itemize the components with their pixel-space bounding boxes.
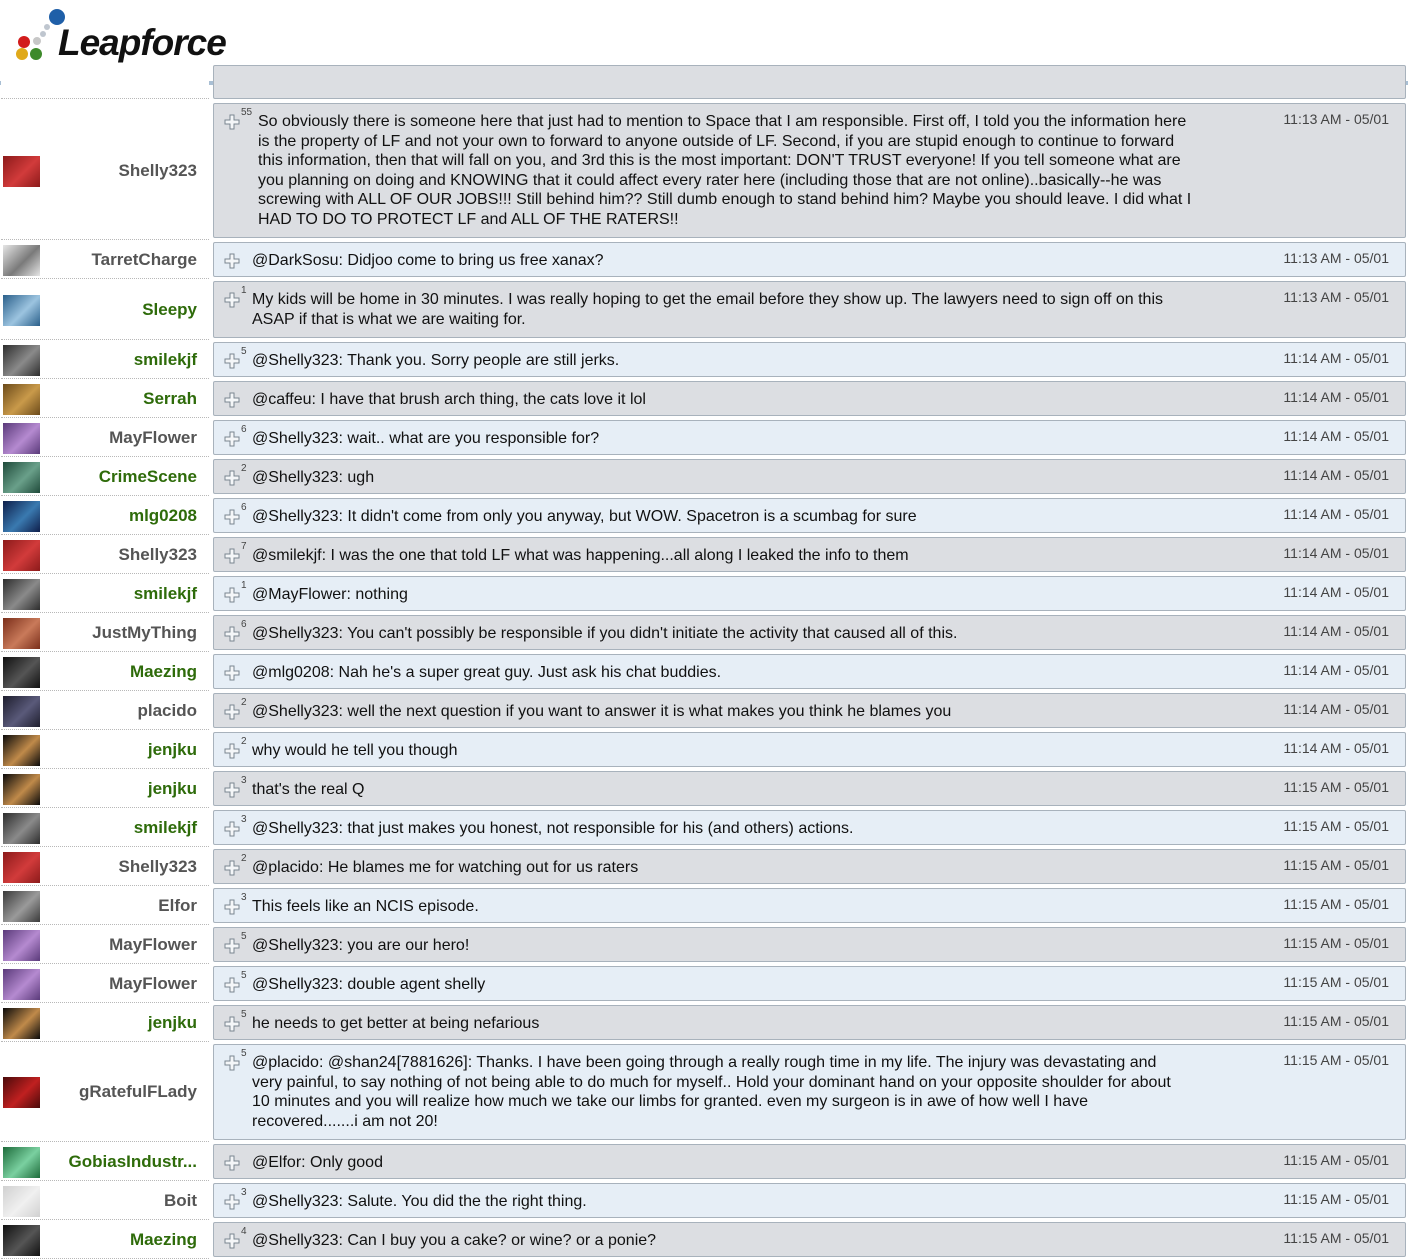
vote-count: 5 (241, 970, 247, 981)
avatar[interactable] (3, 501, 40, 532)
chat-row (0, 420, 1408, 455)
message-text: @Shelly323: that just makes you honest, not responsible for his (and others) actions. (252, 820, 854, 837)
user-cell (1, 1181, 209, 1220)
chat-row (0, 1044, 1408, 1140)
chat-row (0, 966, 1408, 1001)
timestamp: 11:15 AM - 05/01 (1283, 896, 1389, 912)
username[interactable]: gRatefulFLady (78, 1082, 197, 1101)
chat-row (0, 537, 1408, 572)
user-cell (1, 613, 209, 652)
username[interactable]: Maezing (129, 1229, 197, 1249)
username[interactable]: Elfor (158, 895, 197, 915)
message-box (213, 103, 1406, 238)
message-text: @Shelly323: You can't possibly be responsible if you didn't initiate the activity that caused all of this. (252, 625, 958, 642)
timestamp: 11:14 AM - 05/01 (1283, 623, 1389, 639)
message-text: @Shelly323: double agent shelly (252, 976, 486, 993)
username[interactable]: smilekjf (133, 817, 197, 837)
avatar[interactable] (3, 774, 40, 805)
upvote-plus-icon[interactable] (224, 253, 240, 269)
upvote-plus-icon[interactable] (224, 509, 240, 525)
upvote-plus-icon[interactable] (224, 587, 240, 603)
avatar[interactable] (3, 540, 40, 571)
chat-row (0, 1005, 1408, 1040)
vote-count: 1 (241, 580, 247, 591)
timestamp: 11:15 AM - 05/01 (1283, 1152, 1389, 1168)
chat-row (0, 732, 1408, 767)
username[interactable]: MayFlower (109, 934, 197, 954)
timestamp: 11:14 AM - 05/01 (1283, 389, 1389, 405)
message-box (213, 459, 1406, 494)
chat-row-partial (0, 65, 1408, 99)
username[interactable]: Serrah (143, 388, 197, 408)
vote-count: 3 (241, 775, 247, 786)
user-cell (1, 769, 209, 808)
avatar[interactable] (3, 696, 40, 727)
timestamp: 11:15 AM - 05/01 (1283, 935, 1389, 951)
vote-count: 5 (241, 1009, 247, 1020)
user-cell (1, 1220, 209, 1259)
chat-row (0, 381, 1408, 416)
avatar[interactable] (3, 245, 40, 276)
avatar[interactable] (3, 1186, 40, 1217)
user-cell (1, 925, 209, 964)
vote-count: 6 (241, 424, 247, 435)
vote-count: 2 (241, 736, 247, 747)
avatar[interactable] (3, 384, 40, 415)
user-cell (1, 1003, 209, 1042)
timestamp: 11:15 AM - 05/01 (1283, 1052, 1389, 1068)
message-text: So obviously there is someone here that just had to mention to Space that I am responsible. First off, I told you the information here is the property of LF and not your own to forward to anyone outside of LF. Second, if you are stupid enough to continue to forward this information, then that will fall on you, and 3rd this is the most important: DON'T TRUST everyone! If you tell someone what are you planning on doing and KNOWING that it could affect every rater here (including those that are not online)..basically--he was screwing with ALL OF OUR JOBS!!! Still behind him?? Still dumb enough to stand behind him? Maybe you should leave. I did what I HAD TO DO TO PROTECT LF and ALL OF THE RATERS!! (258, 113, 1192, 228)
timestamp: 11:13 AM - 05/01 (1283, 111, 1389, 127)
user-cell (1, 418, 209, 457)
username[interactable]: CrimeScene (98, 466, 197, 486)
timestamp: 11:13 AM - 05/01 (1283, 250, 1389, 266)
upvote-plus-icon[interactable] (224, 431, 240, 447)
vote-count: 6 (241, 619, 247, 630)
vote-count: 2 (241, 463, 247, 474)
chat-row (0, 576, 1408, 611)
timestamp: 11:15 AM - 05/01 (1283, 1013, 1389, 1029)
vote-count: 7 (241, 541, 247, 552)
chat-row (0, 849, 1408, 884)
avatar[interactable] (3, 930, 40, 961)
message-box (213, 849, 1406, 884)
logo-wordmark: Leapforce (58, 22, 226, 63)
message-text: @Shelly323: It didn't come from only you anyway, but WOW. Spacetron is a scumbag for sure (252, 508, 917, 525)
message-text: @Shelly323: Thank you. Sorry people are still jerks. (252, 352, 620, 369)
avatar[interactable] (3, 423, 40, 454)
vote-count: 6 (241, 502, 247, 513)
avatar[interactable] (3, 1077, 40, 1108)
message-text: he needs to get better at being nefarious (252, 1015, 540, 1032)
message-box (213, 771, 1406, 806)
chat-row (0, 242, 1408, 277)
chat-row (0, 693, 1408, 728)
timestamp: 11:14 AM - 05/01 (1283, 428, 1389, 444)
avatar[interactable] (3, 813, 40, 844)
username[interactable]: smilekjf (133, 583, 197, 603)
username[interactable]: jenjku (147, 739, 197, 759)
timestamp: 11:14 AM - 05/01 (1283, 506, 1389, 522)
username[interactable]: Shelly323 (118, 856, 197, 876)
user-cell (1, 847, 209, 886)
avatar[interactable] (3, 345, 40, 376)
avatar[interactable] (3, 735, 40, 766)
timestamp: 11:15 AM - 05/01 (1283, 974, 1389, 990)
chat-row (0, 342, 1408, 377)
chat-row (0, 1222, 1408, 1257)
message-box (213, 242, 1406, 277)
chat-row (0, 654, 1408, 689)
chat-row (0, 888, 1408, 923)
timestamp: 11:15 AM - 05/01 (1283, 818, 1389, 834)
username[interactable]: Shelly323 (118, 544, 197, 564)
upvote-plus-icon[interactable] (224, 548, 240, 564)
vote-count: 5 (241, 346, 247, 357)
vote-count: 2 (241, 697, 247, 708)
message-text: @mlg0208: Nah he's a super great guy. Just ask his chat buddies. (252, 664, 722, 681)
chat-row (0, 1183, 1408, 1218)
user-cell (1, 652, 209, 691)
timestamp: 11:15 AM - 05/01 (1283, 1230, 1389, 1246)
message-text: @Elfor: Only good (252, 1154, 383, 1171)
message-text: My kids will be home in 30 minutes. I was really hoping to get the email before they show up. The lawyers need to sign off on this ASAP if that is what we are waiting for. (252, 291, 1164, 328)
message-text: @Shelly323: well the next question if you want to answer it is what makes you think he blames you (252, 703, 952, 720)
upvote-plus-icon[interactable] (224, 782, 240, 798)
message-box (213, 1005, 1406, 1040)
upvote-plus-icon[interactable] (224, 626, 240, 642)
message-text: that's the real Q (252, 781, 365, 798)
username[interactable]: MayFlower (109, 973, 197, 993)
avatar[interactable] (3, 462, 40, 493)
user-cell (1, 535, 209, 574)
upvote-plus-icon[interactable] (224, 392, 240, 408)
vote-count: 3 (241, 814, 247, 825)
user-cell (1, 574, 209, 613)
username[interactable]: smilekjf (133, 349, 197, 369)
upvote-plus-icon[interactable] (224, 292, 240, 308)
message-text: why would he tell you though (252, 742, 458, 759)
message-box (213, 888, 1406, 923)
username[interactable]: Boit (163, 1190, 197, 1210)
message-box (213, 732, 1406, 767)
upvote-plus-icon[interactable] (224, 860, 240, 876)
user-cell (1, 1042, 209, 1142)
upvote-plus-icon[interactable] (224, 1155, 240, 1171)
user-cell (1, 457, 209, 496)
upvote-plus-icon[interactable] (224, 977, 240, 993)
chat-row (0, 810, 1408, 845)
vote-count: 5 (241, 1048, 247, 1059)
message-box (213, 342, 1406, 377)
vote-count: 5 (241, 931, 247, 942)
avatar[interactable] (3, 618, 40, 649)
user-cell (1, 379, 209, 418)
message-box (213, 1044, 1406, 1140)
vote-count: 4 (241, 1226, 247, 1237)
username[interactable]: placido (137, 700, 197, 720)
upvote-plus-icon[interactable] (224, 1233, 240, 1249)
vote-count: 3 (241, 1187, 247, 1198)
message-box (213, 1222, 1406, 1257)
message-text: @placido: He blames me for watching out for us raters (252, 859, 639, 876)
username[interactable]: jenjku (147, 778, 197, 798)
message-text: @Shelly323: Can I buy you a cake? or wine? or a ponie? (252, 1232, 657, 1249)
avatar[interactable] (3, 1008, 40, 1039)
upvote-plus-icon[interactable] (224, 704, 240, 720)
message-text: @Shelly323: ugh (252, 469, 375, 486)
upvote-plus-icon[interactable] (224, 1194, 240, 1210)
message-text: @MayFlower: nothing (252, 586, 408, 603)
username[interactable]: MayFlower (109, 427, 197, 447)
message-box (213, 420, 1406, 455)
message-text: @Shelly323: wait.. what are you responsible for? (252, 430, 600, 447)
username[interactable]: Sleepy (142, 299, 197, 319)
user-cell (1, 886, 209, 925)
user-cell (1, 730, 209, 769)
user-cell (1, 691, 209, 730)
avatar[interactable] (3, 156, 40, 187)
avatar[interactable] (3, 657, 40, 688)
avatar[interactable] (3, 295, 40, 326)
upvote-plus-icon[interactable] (224, 899, 240, 915)
message-box (213, 693, 1406, 728)
message-text: @Shelly323: Salute. You did the the right thing. (252, 1193, 587, 1210)
upvote-plus-icon[interactable] (224, 938, 240, 954)
user-cell (1, 101, 209, 240)
chat-row (0, 498, 1408, 533)
timestamp: 11:14 AM - 05/01 (1283, 467, 1389, 483)
upvote-plus-icon[interactable] (224, 470, 240, 486)
vote-count: 1 (241, 285, 247, 296)
user-cell (1, 65, 209, 99)
logo-dots-icon (14, 8, 58, 70)
chat-row (0, 281, 1408, 338)
message-text: @caffeu: I have that brush arch thing, the cats love it lol (252, 391, 646, 408)
username[interactable]: Shelly323 (118, 160, 197, 180)
message-box (213, 1144, 1406, 1179)
timestamp: 11:15 AM - 05/01 (1283, 857, 1389, 873)
user-cell (1, 240, 209, 279)
username[interactable]: Maezing (129, 661, 197, 681)
message-text: @Shelly323: you are our hero! (252, 937, 470, 954)
timestamp: 11:14 AM - 05/01 (1283, 662, 1389, 678)
timestamp: 11:15 AM - 05/01 (1283, 1191, 1389, 1207)
message-box (213, 65, 1406, 99)
message-text: @smilekjf: I was the one that told LF what was happening...all along I leaked the info to them (252, 547, 909, 564)
message-box (213, 927, 1406, 962)
message-box (213, 537, 1406, 572)
user-cell (1, 964, 209, 1003)
username[interactable]: jenjku (147, 1012, 197, 1032)
user-cell (1, 279, 209, 340)
message-text: This feels like an NCIS episode. (252, 898, 479, 915)
timestamp: 11:14 AM - 05/01 (1283, 350, 1389, 366)
chat-row (0, 1144, 1408, 1179)
timestamp: 11:14 AM - 05/01 (1283, 584, 1389, 600)
username[interactable]: GobiasIndustr... (68, 1151, 197, 1171)
message-box (213, 498, 1406, 533)
chat-row (0, 103, 1408, 238)
chat-row (0, 615, 1408, 650)
message-box (213, 615, 1406, 650)
message-text: @placido: @shan24[7881626]: Thanks. I have been going through a really rough time in my life. The injury was devastating and very painful, to say nothing of not being able to do much for myself.. Hold your dominant hand on your opposite shoulder for about 10 minutes and you will realize how much we take our limbs for granted. even my surgeon is in awe of how well I have recovered.......i am not 20! (252, 1054, 1171, 1130)
timestamp: 11:14 AM - 05/01 (1283, 545, 1389, 561)
message-box (213, 576, 1406, 611)
avatar[interactable] (3, 969, 40, 1000)
username[interactable]: mlg0208 (128, 505, 197, 525)
timestamp: 11:14 AM - 05/01 (1283, 740, 1389, 756)
avatar[interactable] (3, 852, 40, 883)
upvote-plus-icon[interactable] (224, 114, 240, 130)
avatar[interactable] (3, 891, 40, 922)
upvote-plus-icon[interactable] (224, 1016, 240, 1032)
user-cell (1, 340, 209, 379)
vote-count: 2 (241, 853, 247, 864)
chat-row (0, 771, 1408, 806)
timestamp: 11:15 AM - 05/01 (1283, 779, 1389, 795)
vote-count: 3 (241, 892, 247, 903)
leapforce-logo[interactable] (14, 8, 234, 70)
user-cell (1, 1142, 209, 1181)
upvote-plus-icon[interactable] (224, 665, 240, 681)
message-box (213, 381, 1406, 416)
avatar[interactable] (3, 1225, 40, 1256)
message-box (213, 654, 1406, 689)
chat-row (0, 927, 1408, 962)
username[interactable]: JustMyThing (92, 622, 197, 642)
upvote-plus-icon[interactable] (224, 1055, 240, 1071)
upvote-plus-icon[interactable] (224, 743, 240, 759)
timestamp: 11:14 AM - 05/01 (1283, 701, 1389, 717)
timestamp: 11:13 AM - 05/01 (1283, 289, 1389, 305)
user-cell (1, 496, 209, 535)
user-cell (1, 808, 209, 847)
message-box (213, 1183, 1406, 1218)
message-text: @DarkSosu: Didjoo come to bring us free xanax? (252, 252, 604, 269)
chat-row (0, 459, 1408, 494)
vote-count: 55 (241, 107, 253, 118)
avatar[interactable] (3, 1147, 40, 1178)
upvote-plus-icon[interactable] (224, 821, 240, 837)
message-box (213, 810, 1406, 845)
username[interactable]: TarretCharge (91, 249, 197, 269)
message-box (213, 966, 1406, 1001)
chat-feed[interactable] (0, 85, 1408, 1249)
message-box (213, 281, 1406, 338)
upvote-plus-icon[interactable] (224, 353, 240, 369)
avatar[interactable] (3, 579, 40, 610)
